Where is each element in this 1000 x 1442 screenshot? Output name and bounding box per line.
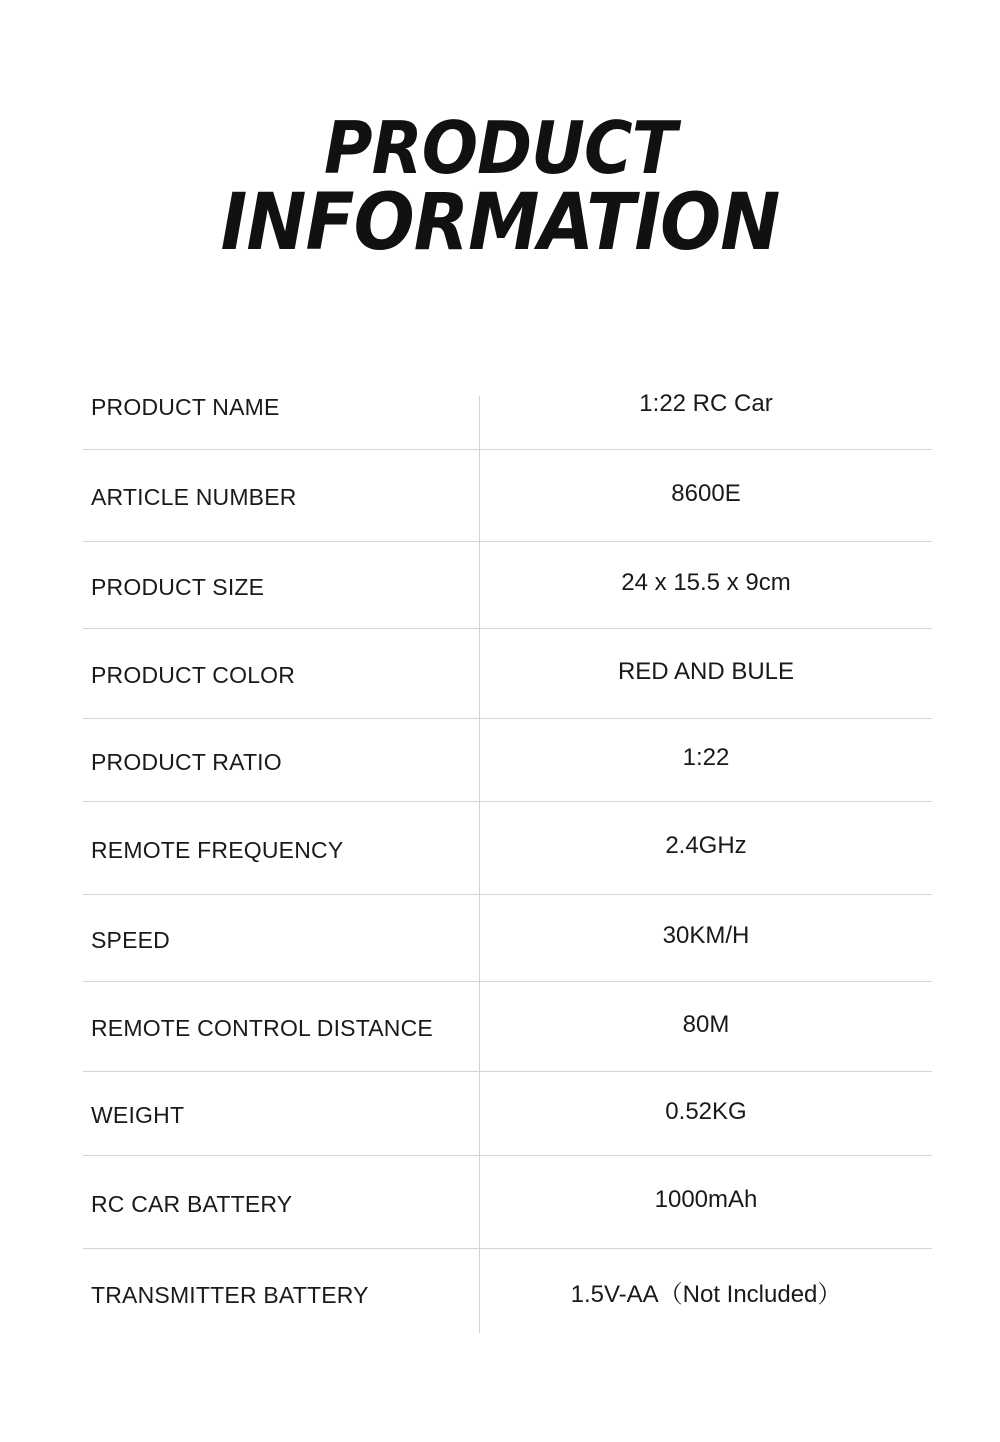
- spec-row-rc-car-battery: [83, 1156, 932, 1249]
- spec-row-article-number: [83, 450, 932, 542]
- spec-label: SPEED: [91, 926, 170, 953]
- page-title-line-1: PRODUCT: [323, 106, 676, 190]
- spec-row-product-name: [83, 362, 932, 450]
- spec-label: PRODUCT COLOR: [91, 662, 296, 688]
- spec-label: REMOTE FREQUENCY: [91, 836, 344, 863]
- spec-row-speed: [83, 895, 932, 982]
- spec-label: PRODUCT NAME: [91, 394, 280, 420]
- spec-row-remote-control-distance: [83, 982, 932, 1072]
- spec-row-product-color: [83, 629, 932, 719]
- spec-value: 0.52KG: [665, 1097, 747, 1125]
- page-title-line-2: INFORMATION: [220, 178, 780, 268]
- spec-label: RC CAR BATTERY: [91, 1190, 293, 1217]
- spec-value: 8600E: [671, 479, 741, 507]
- spec-value: 80M: [682, 1010, 730, 1038]
- spec-row-transmitter-battery: [83, 1249, 932, 1337]
- spec-value: 2.4GHz: [665, 832, 747, 859]
- spec-label: WEIGHT: [91, 1102, 185, 1128]
- spec-label: PRODUCT RATIO: [91, 748, 282, 775]
- spec-value: RED AND BULE: [617, 657, 795, 685]
- spec-value: 1:22 RC Car: [639, 389, 773, 417]
- spec-value: 30KM/H: [662, 922, 750, 949]
- spec-row-product-ratio: [83, 719, 932, 802]
- spec-row-product-size: [83, 542, 932, 629]
- spec-row-remote-frequency: [83, 802, 932, 895]
- spec-row-weight: [83, 1072, 932, 1156]
- spec-label: ARTICLE NUMBER: [91, 484, 297, 510]
- spec-value: 24 x 15.5 x 9cm: [621, 569, 791, 596]
- spec-value: 1:22: [682, 744, 730, 771]
- spec-value: 1000mAh: [654, 1186, 758, 1213]
- spec-label: PRODUCT SIZE: [91, 573, 265, 600]
- spec-label: REMOTE CONTROL DISTANCE: [91, 1015, 433, 1041]
- spec-value: 1.5V-AA（Not Included）: [570, 1280, 842, 1308]
- spec-label: TRANSMITTER BATTERY: [91, 1281, 369, 1308]
- spec-table: [83, 362, 932, 1337]
